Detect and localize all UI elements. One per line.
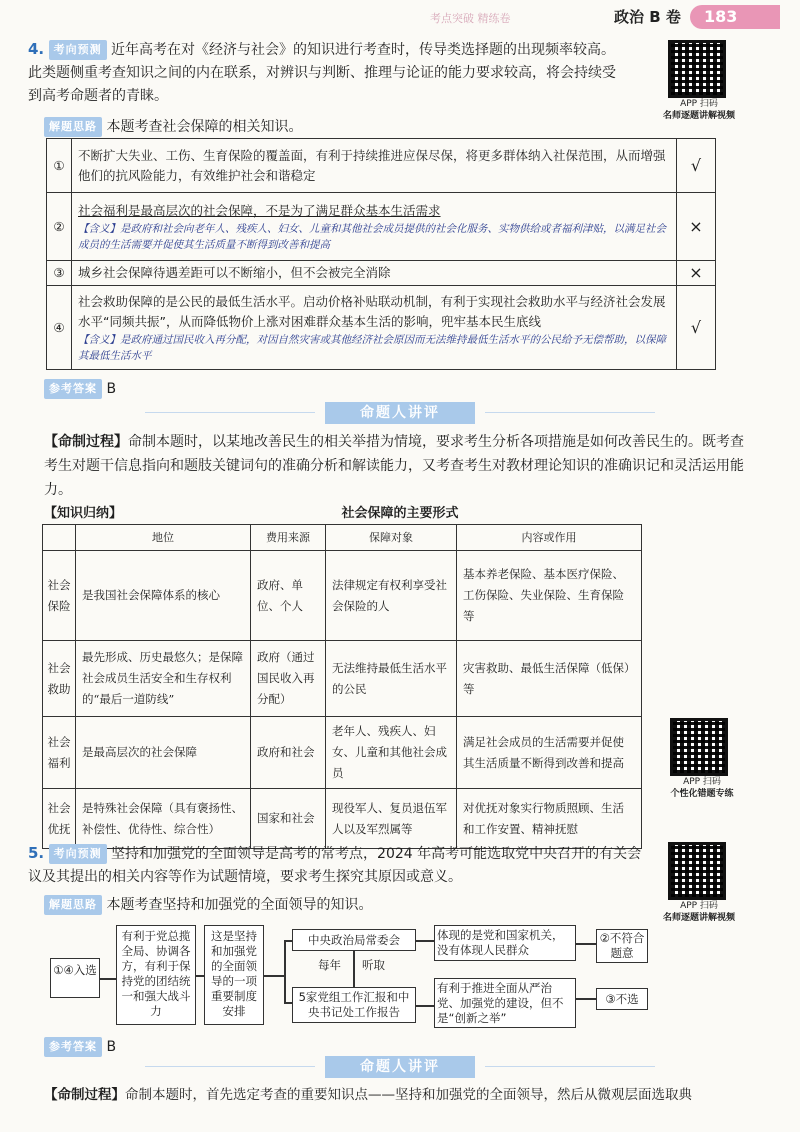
flow-right-bottom-box: 有利于推进全面从严治党、加强党的建设，但不是“创新之举” (434, 978, 576, 1028)
q5-idea-tag: 解题思路 (44, 895, 102, 915)
q4-qr-line2: 名师逐题讲解视频 (662, 111, 735, 121)
q5-answer (44, 1036, 116, 1059)
row-mark: × (677, 261, 716, 286)
flow-listen-label: 听取 (362, 958, 385, 972)
row-header: 社会福利 (43, 717, 76, 789)
q4-qr-block[interactable] (654, 40, 744, 122)
lecture-qr-line2: 个性化错题专练 (670, 789, 734, 799)
q5-predict-text: 坚持和加强党的全面领导是高考的常考点，2024 年高考可能选取党中央召开的有关会议及其提出的相关内容等作为试题情境，要求考生探究其原因或意义。 (28, 846, 642, 885)
lecture-qr-line1: APP 扫码 (683, 777, 721, 787)
table-row (47, 286, 716, 370)
table-cell: 灾害救助、最低生活保障（低保）等 (457, 641, 642, 717)
column-header (43, 525, 76, 551)
table-row (43, 717, 642, 789)
process-label: 【命制过程】 (44, 1087, 125, 1103)
q4-analysis-table (46, 138, 716, 370)
row-mark: × (677, 193, 716, 261)
q4-predict-text: 近年高考在对《经济与社会》的知识进行考查时，传导类选择题的出现频率较高。此类题侧重考查知识之间的内在联系，对辨识与判断、推理与论证的能力要求较高，将会持续受到高考命题者的青睐。 (28, 42, 616, 104)
qr-code-icon[interactable] (668, 40, 726, 98)
table-row (47, 193, 716, 261)
row-number: ③ (47, 261, 72, 286)
q5-qr-block[interactable] (654, 842, 744, 924)
table-cell: 政府和社会 (251, 717, 326, 789)
table-cell: 最先形成、历史最悠久；是保障社会成员生活安全和生存权利的“最后一道防线” (76, 641, 251, 717)
flow-right-top-box: 体现的是党和国家机关，没有体现人民群众 (434, 925, 576, 961)
q4-answer-tag: 参考答案 (44, 379, 102, 399)
table-cell: 法律规定有权利享受社会保险的人 (326, 551, 457, 641)
row-header: 社会保险 (43, 551, 76, 641)
table-row (43, 641, 642, 717)
q5-answer-tag: 参考答案 (44, 1037, 102, 1057)
q4-answer-value: B (106, 381, 117, 397)
q4-idea-tag: 解题思路 (44, 117, 102, 137)
q4-qr-line1: APP 扫码 (680, 99, 718, 109)
summary-table-title: 社会保障的主要形式 (341, 506, 459, 521)
row-header: 社会优抚 (43, 789, 76, 849)
column-header: 地位 (76, 525, 251, 551)
flow-yearly-label: 每年 (318, 958, 341, 972)
table-cell: 政府、单位、个人 (251, 551, 326, 641)
q5-intro (28, 842, 648, 889)
table-cell: 国家和社会 (251, 789, 326, 849)
q5-idea (44, 894, 604, 917)
column-header: 保障对象 (326, 525, 457, 551)
row-mark: √ (677, 286, 716, 370)
table-cell: 是特殊社会保障（具有褒扬性、补偿性、优待性、综合性） (76, 789, 251, 849)
q5-answer-value: B (106, 1039, 117, 1055)
q4-idea (44, 116, 604, 139)
row-mark: √ (677, 139, 716, 193)
table-row (47, 139, 716, 193)
lecture2-process (44, 1084, 764, 1106)
row-handwritten-note: 【含义】是政府和社会向老年人、残疾人、妇女、儿童和其他社会成员提供的社会化服务、实物供给或者福利津贴，以满足社会成员的生活需要并促使其生活质量不断得到改善和提高 (78, 222, 666, 251)
q4-idea-text: 本题考查社会保障的相关知识。 (106, 119, 303, 135)
q5-qr-line1: APP 扫码 (680, 901, 718, 911)
row-text: 社会福利是最高层次的社会保障，不是为了满足群众基本生活需求 (78, 202, 441, 218)
qr-code-icon[interactable] (670, 718, 728, 776)
table-row (43, 789, 642, 849)
qr-code-icon[interactable] (668, 842, 726, 900)
lecture-process (44, 430, 754, 502)
row-text: 社会救助保障的是公民的最低生活水平。启动价格补贴联动机制，有利于实现社会救助水平与经济社会发展水平“同频共振”，从而降低物价上涨对困难群众基本生活的影响，兜牢基本民生底线 (78, 293, 666, 329)
process-text: 命制本题时，以某地改善民生的相关举措为情境，要求考生分析各项措施是如何改善民生的。既考查考生对题干信息指向和题肢关键词句的准确分析和解读能力，又考查考生对教材理论知识的准确识记和灵活运用能力。 (44, 434, 744, 498)
column-header: 费用来源 (251, 525, 326, 551)
table-row (43, 551, 642, 641)
table-cell: 是我国社会保障体系的核心 (76, 551, 251, 641)
table-cell: 基本养老保险、基本医疗保险、工伤保险、失业保险、生育保险等 (457, 551, 642, 641)
flow-right-top-result: ②不符合题意 (596, 929, 648, 963)
summary-label: 【知识归纳】 (44, 506, 123, 521)
q5-idea-text: 本题考查坚持和加强党的全面领导的知识。 (106, 897, 373, 913)
q4-number: 4. (28, 40, 45, 58)
table-header-row (43, 525, 642, 551)
table-cell: 现役军人、复员退伍军人以及军烈属等 (326, 789, 457, 849)
page-number: 183 (690, 5, 780, 29)
flow-system-box: 这是坚持和加强党的全面领导的一项重要制度安排 (204, 925, 264, 1025)
q5-qr-line2: 名师逐题讲解视频 (662, 913, 735, 923)
row-number: ④ (47, 286, 72, 370)
q4-predict-tag: 考向预测 (49, 40, 107, 60)
table-cell: 政府（通过国民收入再分配） (251, 641, 326, 717)
table-cell: 是最高层次的社会保障 (76, 717, 251, 789)
flow-report-box: 5家党组工作汇报和中央书记处工作报告 (292, 987, 416, 1023)
lecture-qr-block[interactable] (654, 718, 750, 800)
row-header: 社会救助 (43, 641, 76, 717)
table-row (47, 261, 716, 286)
flow-right-bottom-result: ③不选 (596, 988, 648, 1010)
lecture-banner: 命题人讲评 (325, 402, 475, 424)
lecture2-banner: 命题人讲评 (325, 1056, 475, 1078)
table-cell: 老年人、残疾人、妇女、儿童和其他社会成员 (326, 717, 457, 789)
process-label: 【命制过程】 (44, 434, 128, 450)
flow-top-box: 中央政治局常委会 (292, 929, 416, 951)
q4-intro (28, 38, 628, 108)
q4-answer (44, 378, 116, 401)
flow-pick-box: ①④入选 (50, 958, 100, 998)
row-number: ② (47, 193, 72, 261)
table-cell: 对优抚对象实行物质照顾、生活和工作安置、精神抚慰 (457, 789, 642, 849)
table-cell: 无法维持最低生活水平的公民 (326, 641, 457, 717)
social-security-table (42, 524, 642, 849)
process-text: 命制本题时，首先选定考查的重要知识点——坚持和加强党的全面领导，然后从微观层面选取典 (125, 1087, 692, 1103)
row-text: 不断扩大失业、工伤、生育保险的覆盖面，有利于持续推进应保尽保，将更多群体纳入社保范围，从而增强他们的抗风险能力，有效维护社会和谐稳定 (78, 147, 666, 183)
row-number: ① (47, 139, 72, 193)
q5-predict-tag: 考向预测 (49, 844, 107, 864)
row-handwritten-note: 【含义】是政府通过国民收入再分配，对因自然灾害或其他经济社会原因而无法维持最低生活水平的公民给予无偿帮助，以保障其最低生活水平 (78, 333, 666, 362)
q5-number: 5. (28, 844, 45, 862)
row-text: 城乡社会保障待遇差距可以不断缩小，但不会被完全消除 (78, 265, 391, 280)
table-cell: 满足社会成员的生活需要并促使其生活质量不断得到改善和提高 (457, 717, 642, 789)
flow-benefit-box: 有利于党总揽全局、协调各方，有利于保持党的团结统一和强大战斗力 (116, 925, 196, 1025)
column-header: 内容或作用 (457, 525, 642, 551)
header-subject-label: 政治 B 卷 (614, 8, 681, 26)
header-faded-text: 考点突破 精练卷 (430, 12, 511, 25)
